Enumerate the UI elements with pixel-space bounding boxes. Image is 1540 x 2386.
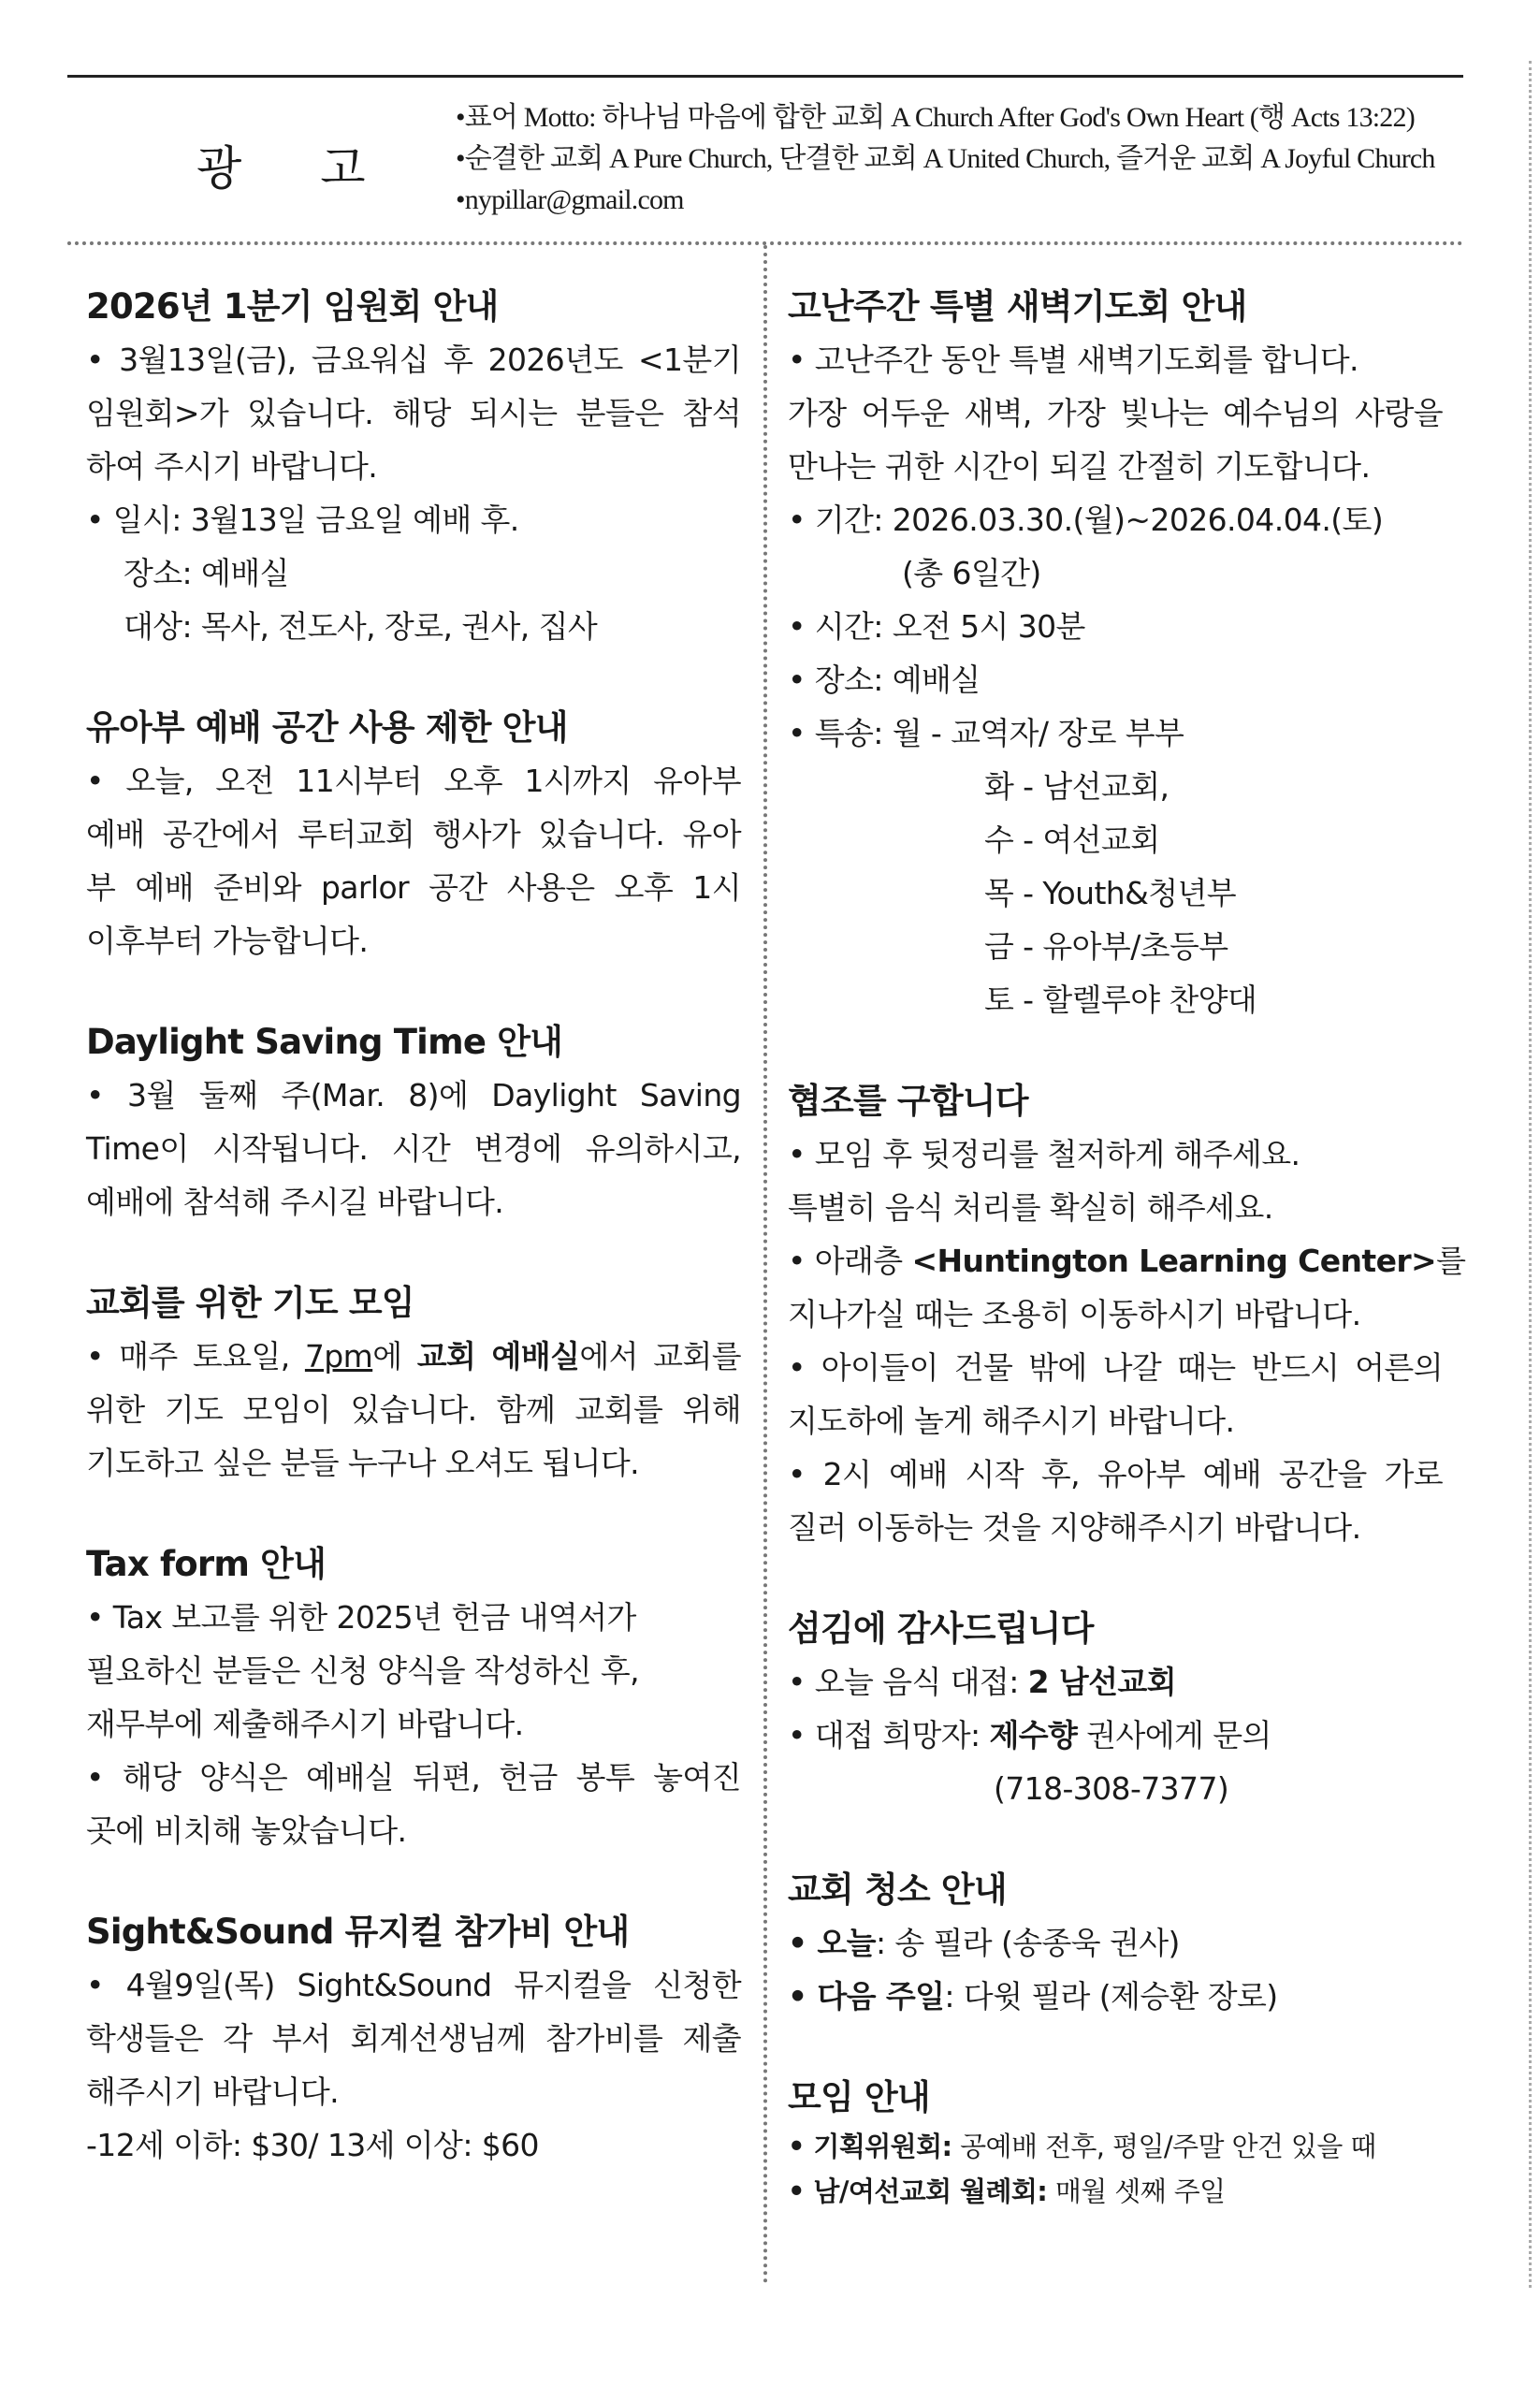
body-line: 지나가실 때는 조용히 이동하시기 바랍니다. xyxy=(788,1296,1361,1332)
header-title: 광 고 xyxy=(196,141,398,196)
body-line xyxy=(86,1330,741,1383)
body-line: 기도하고 싶은 분들 누구나 오셔도 됩니다. xyxy=(86,1445,640,1481)
body-line: • 일시: 3월13일 금요일 예배 후. xyxy=(86,502,519,538)
announcement-thanks-serving xyxy=(788,1603,1443,1815)
body-line: 수 - 여선교회 xyxy=(984,822,1160,858)
body-line: 임원회>가 있습니다. 해당 되시는 분들은 참석 xyxy=(86,395,741,431)
announcement-nursery-space xyxy=(86,702,741,967)
place-text: <Huntington Learning Center> xyxy=(911,1243,1437,1279)
group-name: 2 남선교회 xyxy=(1027,1664,1176,1700)
phone-number: (718-308-7377) xyxy=(994,1770,1229,1807)
body-line: • 4월9일(목) Sight&Sound 뮤지컬을 신청한 xyxy=(86,1967,741,2003)
body-line: • 장소: 예배실 xyxy=(788,662,981,698)
body-line: 지도하에 놀게 해주시기 바랍니다. xyxy=(788,1403,1235,1439)
section-title: 섬김에 감사드립니다 xyxy=(788,1608,1094,1649)
text-run: 권사에게 문의 xyxy=(1077,1717,1271,1753)
text-run: : 송 필라 (송종욱 권사) xyxy=(875,1925,1180,1961)
body-line xyxy=(788,2124,1443,2169)
section-title: Daylight Saving Time 안내 xyxy=(86,1022,563,1062)
announcement-holy-week-prayer xyxy=(788,281,1443,1026)
section-title: 교회를 위한 기도 모임 xyxy=(86,1283,414,1323)
body-line: • 3월 둘째 주(Mar. 8)에 Daylight Saving xyxy=(86,1077,741,1113)
motto-block xyxy=(456,97,1435,221)
announcement-cleaning xyxy=(788,1864,1443,2023)
email-line: •nypillar@gmail.com xyxy=(456,184,684,215)
label-text: • 기획위원회: xyxy=(788,2131,952,2162)
top-rule xyxy=(67,75,1463,78)
section-title: 2026년 1분기 임원회 안내 xyxy=(86,286,499,327)
body-line: 토 - 할렐루야 찬양대 xyxy=(984,982,1257,1018)
announcement-musical-fee xyxy=(86,1906,741,2172)
place-text: 교회 예배실 xyxy=(416,1338,580,1375)
contact-name: 제수향 xyxy=(989,1717,1078,1753)
body-line: 하여 주시기 바랍니다. xyxy=(86,448,378,485)
section-title: Tax form 안내 xyxy=(86,1544,327,1584)
text-run: • 대접 희망자: xyxy=(788,1717,990,1753)
right-column xyxy=(788,281,1466,2262)
body-line: 가장 어두운 새벽, 가장 빛나는 예수님의 사랑을 xyxy=(788,395,1443,431)
body-line: • 해당 양식은 예배실 뒤편, 헌금 봉투 놓여진 xyxy=(86,1759,741,1796)
body-line: • 오늘, 오전 11시부터 오후 1시까지 유아부 xyxy=(86,763,741,799)
body-line xyxy=(788,1234,1466,1288)
body-line: 금 - 유아부/초등부 xyxy=(984,928,1228,965)
body-line: 목 - Youth&청년부 xyxy=(984,875,1237,911)
body-line: 곳에 비치해 놓았습니다. xyxy=(86,1812,407,1849)
body-line: (총 6일간) xyxy=(902,555,1041,591)
label-text: • 오늘 xyxy=(788,1925,876,1961)
label-text: • 다음 주일 xyxy=(788,1978,945,2015)
motto-line: •표어 Motto: 하나님 마음에 합한 교회 A Church After God's Own Heart (행 Acts 13:22) xyxy=(456,102,1415,133)
section-title: 모임 안내 xyxy=(788,2077,930,2117)
body-line: • 모임 후 뒷정리를 철저하게 해주세요. xyxy=(788,1136,1300,1172)
announcement-cooperation xyxy=(788,1075,1466,1554)
body-line: 만나는 귀한 시간이 되길 간절히 기도합니다. xyxy=(788,448,1371,485)
text-run: 에 xyxy=(372,1338,417,1375)
label-text: • 남/여선교회 월례회: xyxy=(788,2175,1048,2207)
body-line xyxy=(788,2169,1443,2214)
body-line xyxy=(788,1709,1443,1762)
page-edge-rule xyxy=(1529,61,1532,2288)
body-line: 예배에 참석해 주시길 바랍니다. xyxy=(86,1184,504,1220)
text-run: 를 xyxy=(1436,1243,1466,1279)
body-line: • Tax 보고를 위한 2025년 헌금 내역서가 xyxy=(86,1599,636,1636)
text-run: • 매주 토요일, xyxy=(86,1338,305,1375)
motto-line: •순결한 교회 A Pure Church, 단결한 교회 A United Church, 즐거운 교회 A Joyful Church xyxy=(456,143,1435,174)
section-title: Sight&Sound 뮤지컬 참가비 안내 xyxy=(86,1912,630,1952)
body-line: 학생들은 각 부서 회계선생님께 참가비를 제출 xyxy=(86,2020,741,2057)
section-title: 협조를 구합니다 xyxy=(788,1081,1028,1121)
text-run: • 아래층 xyxy=(788,1243,912,1279)
body-line: 특별히 음식 처리를 확실히 해주세요. xyxy=(788,1189,1273,1226)
body-line: Time이 시작됩니다. 시간 변경에 유의하시고, xyxy=(86,1130,741,1167)
section-title: 고난주간 특별 새벽기도회 안내 xyxy=(788,286,1247,327)
text-run: 공예배 전후, 평일/주말 안건 있을 때 xyxy=(952,2131,1376,2162)
time-text: 7pm xyxy=(304,1338,373,1375)
body-line: 대상: 목사, 전도사, 장로, 권사, 집사 xyxy=(123,608,598,645)
body-line: 해주시기 바랍니다. xyxy=(86,2073,340,2110)
announcement-daylight-saving xyxy=(86,1016,741,1229)
body-line: 부 예배 준비와 parlor 공간 사용은 오후 1시 xyxy=(86,869,741,906)
text-run: 매월 셋째 주일 xyxy=(1047,2175,1226,2207)
body-line: 질러 이동하는 것을 지양해주시기 바랍니다. xyxy=(788,1509,1361,1546)
text-run: • 오늘 음식 대접: xyxy=(788,1664,1028,1700)
body-line xyxy=(788,1916,1443,1970)
announcement-prayer-meeting xyxy=(86,1277,741,1490)
body-line: -12세 이하: $30/ 13세 이상: $60 xyxy=(86,2127,539,2163)
announcement-meetings xyxy=(788,2072,1443,2214)
body-line: • 아이들이 건물 밖에 나갈 때는 반드시 어른의 xyxy=(788,1349,1443,1386)
body-line: 위한 기도 모임이 있습니다. 함께 교회를 위해 xyxy=(86,1391,741,1428)
body-line xyxy=(788,1970,1443,2023)
column-divider xyxy=(763,245,767,2285)
body-line: 화 - 남선교회, xyxy=(984,768,1170,805)
body-line: 재무부에 제출해주시기 바랍니다. xyxy=(86,1706,524,1742)
left-column xyxy=(86,281,741,2220)
body-line: • 고난주간 동안 특별 새벽기도회를 합니다. xyxy=(788,342,1358,378)
body-line: • 특송: 월 - 교역자/ 장로 부부 xyxy=(788,715,1184,751)
body-line: 예배 공간에서 루터교회 행사가 있습니다. 유아 xyxy=(86,816,741,852)
body-line: • 3월13일(금), 금요워십 후 2026년도 <1분기 xyxy=(86,342,741,378)
announcement-tax-form xyxy=(86,1538,741,1857)
section-title: 유아부 예배 공간 사용 제한 안내 xyxy=(86,707,568,748)
body-line: 필요하신 분들은 신청 양식을 작성하신 후, xyxy=(86,1652,640,1689)
body-line xyxy=(788,1655,1443,1709)
body-line: 이후부터 가능합니다. xyxy=(86,923,369,959)
text-run: 에서 교회를 xyxy=(579,1338,741,1375)
body-line: • 시간: 오전 5시 30분 xyxy=(788,608,1085,645)
section-title: 교회 청소 안내 xyxy=(788,1870,1007,1910)
body-line: • 2시 예배 시작 후, 유아부 예배 공간을 가로 xyxy=(788,1456,1443,1492)
text-run: : 다윗 필라 (제승환 장로) xyxy=(944,1978,1278,2015)
announcement-officers-meeting xyxy=(86,281,741,653)
body-line: 장소: 예배실 xyxy=(123,555,289,591)
body-line: • 기간: 2026.03.30.(월)~2026.04.04.(토) xyxy=(788,502,1384,538)
